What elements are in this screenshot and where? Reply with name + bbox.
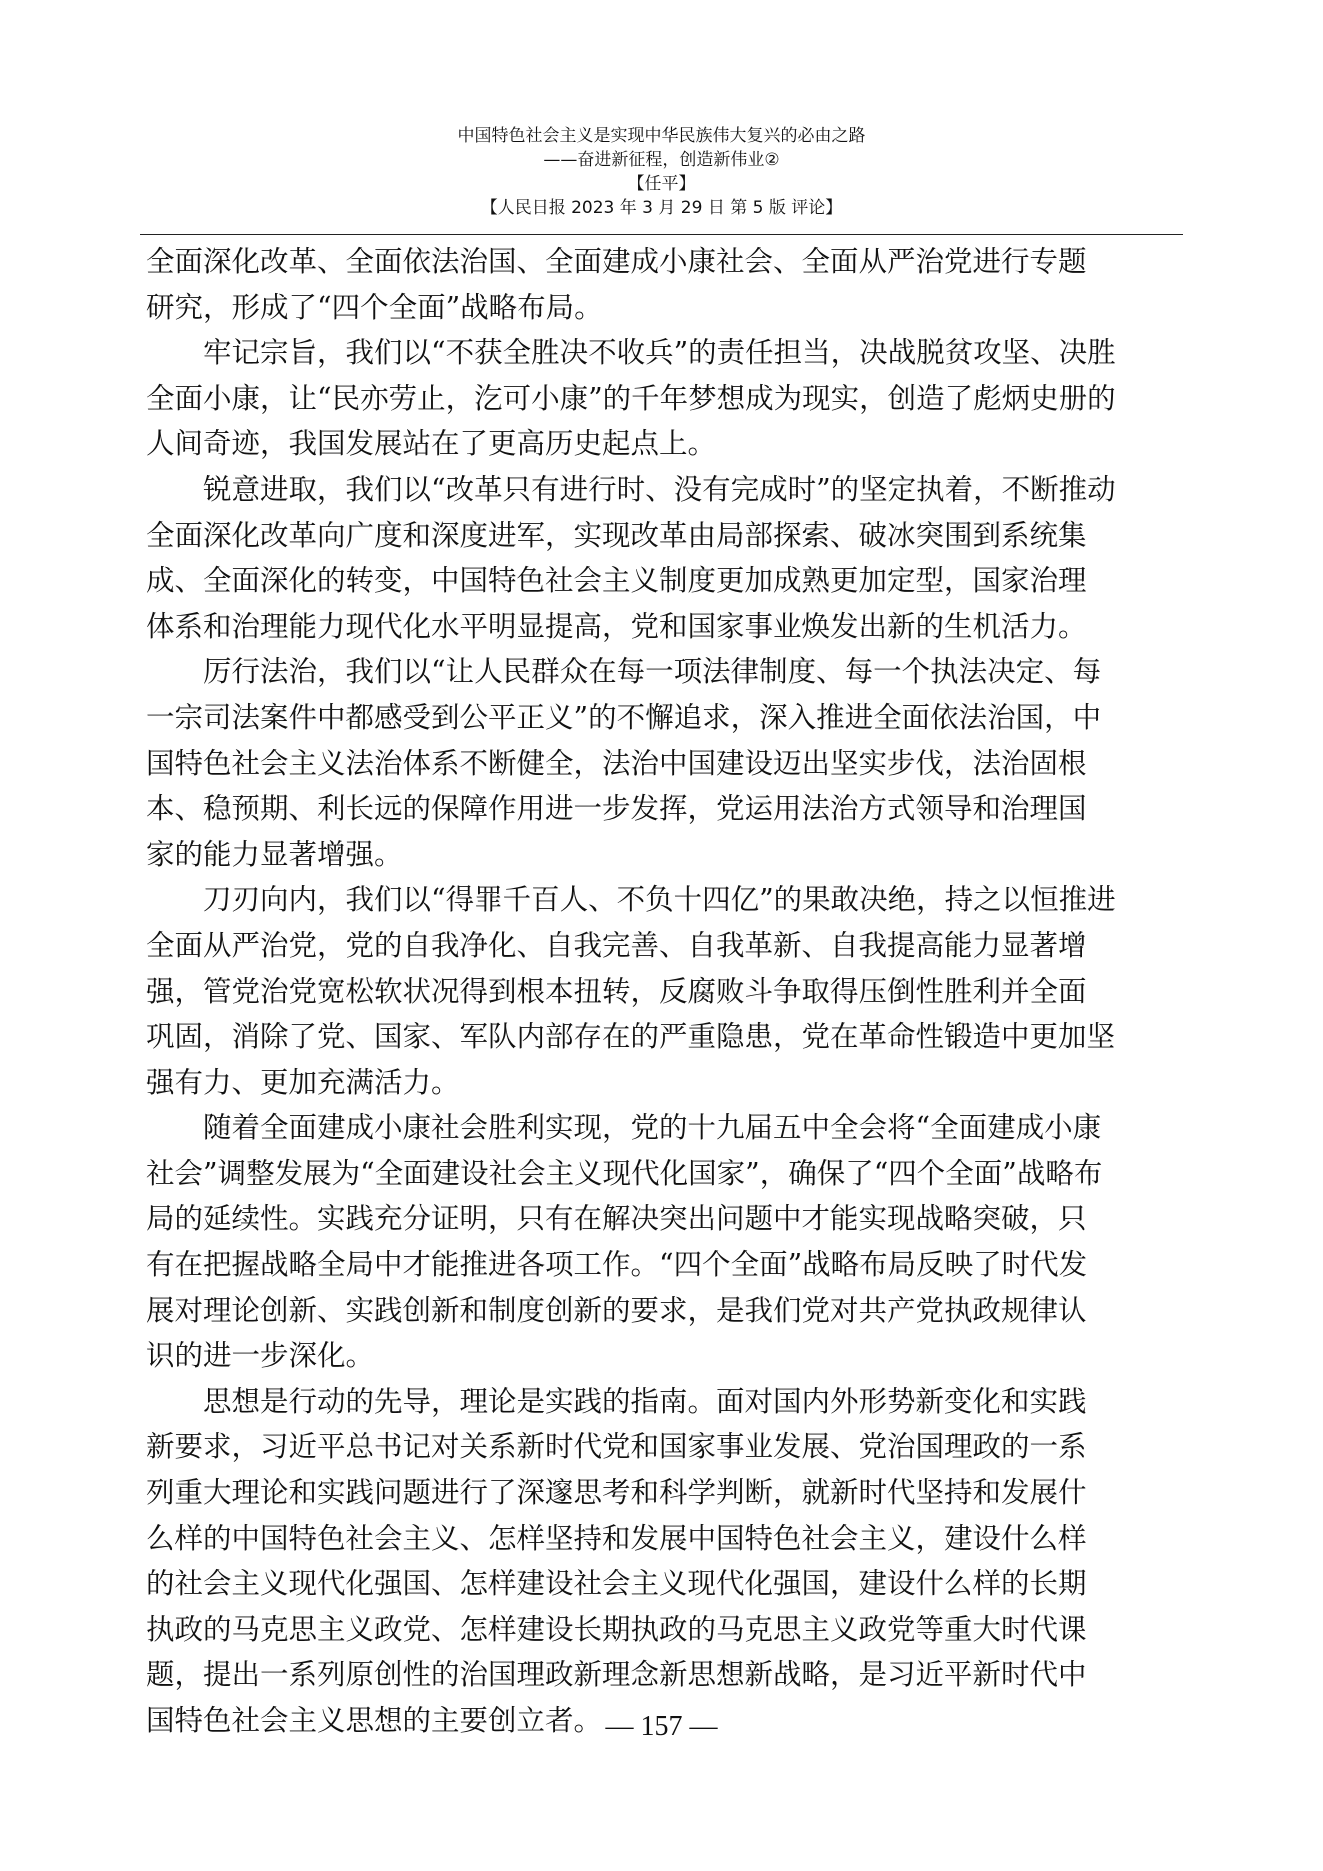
body-line: 社会”调整发展为“全面建设社会主义现代化国家”，确保了“四个全面”战略布	[146, 1156, 1103, 1190]
article-subtitle: ——奋进新征程，创造新伟业②	[543, 150, 780, 170]
body-line: 全面深化改革向广度和深度进军，实现改革由局部探索、破冰突围到系统集	[146, 518, 1087, 552]
body-line: 锐意进取，我们以“改革只有进行时、没有完成时”的坚定执着，不断推动	[203, 472, 1116, 506]
body-line: 研究，形成了“四个全面”战略布局。	[146, 290, 603, 324]
body-line: 体系和治理能力现代化水平明显提高，党和国家事业焕发出新的生机活力。	[146, 609, 1087, 643]
body-line: 题，提出一系列原创性的治国理政新理念新思想新战略，是习近平新时代中	[146, 1658, 1087, 1692]
article-source: 【人民日报 2023 年 3 月 29 日 第 5 版 评论】	[480, 198, 843, 218]
body-line: 展对理论创新、实践创新和制度创新的要求，是我们党对共产党执政规律认	[146, 1293, 1087, 1327]
body-line: 有在把握战略全局中才能推进各项工作。“四个全面”战略布局反映了时代发	[146, 1248, 1088, 1282]
body-line: 人间奇迹，我国发展站在了更高历史起点上。	[146, 427, 717, 461]
article-title: 中国特色社会主义是实现中华民族伟大复兴的必由之路	[457, 126, 866, 146]
body-line: 的社会主义现代化强国、怎样建设社会主义现代化强国，建设什么样的长期	[146, 1567, 1087, 1601]
body-line: 成、全面深化的转变，中国特色社会主义制度更加成熟更加定型，国家治理	[146, 564, 1087, 598]
body-line: 全面从严治党，党的自我净化、自我完善、自我革新、自我提高能力显著增	[146, 928, 1087, 962]
body-line: 么样的中国特色社会主义、怎样坚持和发展中国特色社会主义，建设什么样	[146, 1521, 1087, 1555]
body-line: 牢记宗旨，我们以“不获全胜决不收兵”的责任担当，决战脱贫攻坚、决胜	[203, 336, 1116, 370]
body-line: 随着全面建成小康社会胜利实现，党的十九届五中全会将“全面建成小康	[203, 1111, 1102, 1145]
body-line: 思想是行动的先导，理论是实践的指南。面对国内外形势新变化和实践	[203, 1384, 1087, 1418]
article-body	[146, 239, 1184, 1744]
body-line: 全面小康，让“民亦劳止，汔可小康”的千年梦想成为现实，创造了彪炳史册的	[146, 381, 1116, 415]
body-line: 强有力、更加充满活力。	[146, 1065, 460, 1099]
body-line: 厉行法治，我们以“让人民群众在每一项法律制度、每一个执法决定、每	[203, 655, 1102, 689]
body-line: 新要求，习近平总书记对关系新时代党和国家事业发展、党治国理政的一系	[146, 1430, 1087, 1464]
body-line: 家的能力显著增强。	[146, 837, 403, 871]
header-divider	[140, 234, 1183, 235]
body-line: 全面深化改革、全面依法治国、全面建成小康社会、全面从严治党进行专题	[146, 245, 1087, 278]
body-line: 巩固，消除了党、国家、军队内部存在的严重隐患，党在革命性锻造中更加坚	[146, 1020, 1116, 1054]
body-line: 识的进一步深化。	[146, 1339, 375, 1373]
body-line: 执政的马克思主义政党、怎样建设长期执政的马克思主义政党等重大时代课	[146, 1612, 1087, 1646]
body-line: 强，管党治党宽松软状况得到根本扭转，反腐败斗争取得压倒性胜利并全面	[146, 974, 1087, 1008]
body-line: 本、稳预期、利长远的保障作用进一步发挥，党运用法治方式领导和治理国	[146, 792, 1087, 826]
body-line: 国特色社会主义法治体系不断健全，法治中国建设迈出坚实步伐，法治固根	[146, 746, 1087, 780]
body-line: 国特色社会主义思想的主要创立者。	[146, 1704, 603, 1737]
body-line: 局的延续性。实践充分证明，只有在解决突出问题中才能实现战略突破，只	[146, 1202, 1087, 1236]
body-line: 刀刃向内，我们以“得罪千百人、不负十四亿”的果敢决绝，持之以恒推进	[203, 883, 1116, 917]
body-line: 一宗司法案件中都感受到公平正义”的不懈追求，深入推进全面依法治国，中	[146, 700, 1102, 734]
document-header	[140, 124, 1183, 220]
page-number: — 157 —	[605, 1711, 718, 1742]
article-author: 【任平】	[627, 174, 696, 194]
body-line: 列重大理论和实践问题进行了深邃思考和科学判断，就新时代坚持和发展什	[146, 1476, 1087, 1510]
